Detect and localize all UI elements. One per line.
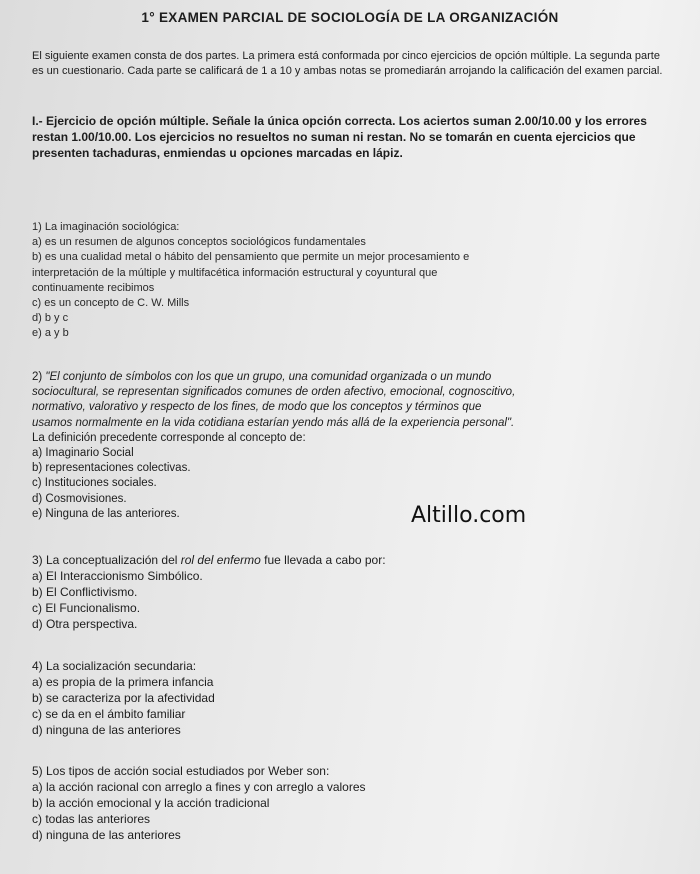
question-2-option-b: b) representaciones colectivas. — [32, 462, 191, 475]
question-1-prompt: 1) La imaginación sociológica: — [32, 221, 180, 233]
question-4-option-c: c) se da en el ámbito familiar — [32, 707, 186, 721]
question-1-option-e: e) a y b — [32, 327, 69, 340]
section-instructions: I.- Ejercicio de opción múltiple. Señale la única opción correcta. Los aciertos suman 2.00/10.00 y los errores restan 1.00/10.00. Los ejercicios no resueltos no suman ni restan. No se tomarán en cuenta ejercicios que presenten tachaduras, enmiendas u opciones marcadas en lápiz. — [32, 114, 647, 160]
question-2 — [32, 370, 680, 522]
question-4-prompt: 4) La socialización secundaria: — [32, 659, 197, 673]
question-3-option-c: c) El Funcionalismo. — [32, 601, 141, 615]
exam-intro: El siguiente examen consta de dos partes. La primera está conformada por cinco ejercicios de opción múltiple. La segunda parte es un cuestionario. Cada parte se calificará de 1 a 10 y ambas notas se promediarán arrojando la calificación del examen parcial. — [32, 50, 663, 77]
question-3-option-d: d) Otra perspectiva. — [32, 617, 138, 631]
question-3-prompt — [32, 552, 680, 568]
question-4-option-a: a) es propia de la primera infancia — [32, 675, 214, 689]
question-5-prompt: 5) Los tipos de acción social estudiados por Weber son: — [32, 764, 330, 778]
question-3 — [32, 552, 680, 632]
question-5-option-b: b) la acción emocional y la acción tradicional — [32, 796, 270, 810]
question-2-quote-3: normativo, valorativo y respecto de los fines, de modo que los conceptos y términos que — [32, 401, 482, 414]
question-4-option-b: b) se caracteriza por la afectividad — [32, 691, 215, 705]
question-1-option-b-cont2: continuamente recibimos — [32, 281, 155, 294]
question-4-option-d: d) ninguna de las anteriores — [32, 723, 181, 737]
question-3-prompt-start: 3) La conceptualización del — [32, 553, 181, 567]
question-3-prompt-emphasis: rol del enfermo — [180, 553, 261, 567]
question-3-option-b: b) El Conflictivismo. — [32, 585, 138, 599]
question-2-lead: La definición precedente corresponde al concepto de: — [32, 431, 306, 444]
question-2-quote-2: sociocultural, se representan significados comunes de orden afectivo, emocional, cognoscitivo, — [32, 386, 516, 399]
question-1-option-d: d) b y c — [32, 312, 69, 325]
question-1-option-c: c) es un concepto de C. W. Mills — [32, 297, 190, 310]
question-2-number: 2) — [32, 371, 46, 383]
question-2-option-a: a) Imaginario Social — [32, 447, 134, 460]
question-1 — [32, 220, 680, 342]
question-2-quote-1: "El conjunto de símbolos con los que un grupo, una comunidad organizada o un mundo — [45, 371, 492, 383]
question-5-option-a: a) la acción racional con arreglo a fines y con arreglo a valores — [32, 780, 366, 794]
question-2-option-c: c) Instituciones sociales. — [32, 477, 157, 490]
question-5-option-c: c) todas las anteriores — [32, 812, 151, 826]
question-3-prompt-end: fue llevada a cabo por: — [260, 553, 386, 567]
question-4 — [32, 658, 680, 738]
watermark: Altillo.com — [411, 503, 527, 528]
question-2-option-d: d) Cosmovisiones. — [32, 492, 127, 505]
question-2-quote-4: usamos normalmente en la vida cotidiana estarían yendo más allá de la experiencia personal". — [32, 416, 515, 429]
question-1-option-b-cont: interpretación de la múltiple y multifacética información estructural y coyuntural que — [32, 266, 438, 279]
question-5-option-d: d) ninguna de las anteriores — [32, 828, 181, 842]
question-5 — [32, 763, 680, 843]
question-1-option-a: a) es un resumen de algunos conceptos sociológicos fundamentales — [32, 236, 366, 249]
question-2-option-e: e) Ninguna de las anteriores. — [32, 507, 180, 520]
exam-title: 1° EXAMEN PARCIAL DE SOCIOLOGÍA DE LA ORGANIZACIÓN — [141, 10, 559, 25]
question-3-option-a: a) El Interaccionismo Simbólico. — [32, 569, 203, 583]
question-2-quote-line-1 — [32, 370, 680, 385]
question-1-option-b: b) es una cualidad metal o hábito del pensamiento que permite un mejor procesamiento e — [32, 251, 470, 264]
